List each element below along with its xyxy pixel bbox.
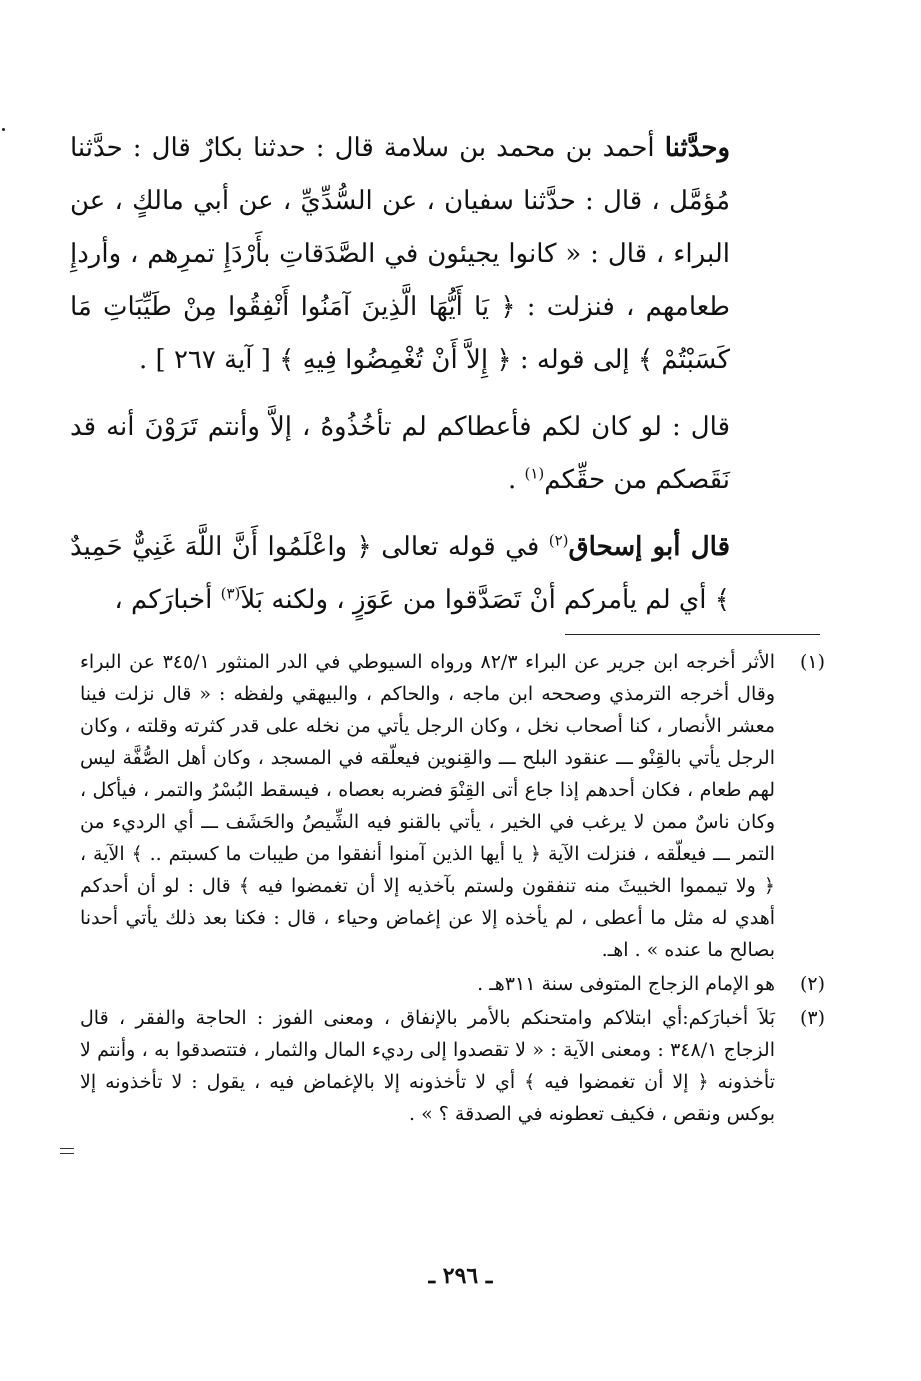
paragraph-3-text: في قوله تعالى ﴿ واعْلَمُوا أَنَّ اللَّهَ غَنِيٌّ حَمِيدٌ ﴾ أي لم يأمركم أنْ تَصَدَّقوا من عَوَزٍ ، ولكنه بَلاَ [70, 532, 730, 615]
paragraph-3-tail: أخبارَكم ، [114, 585, 221, 615]
page-number: ـ ٢٩٦ ـ [428, 1263, 493, 1289]
footnote-number: (١) [799, 651, 825, 673]
double-line-mark [60, 1148, 74, 1154]
paragraph-1-text: أحمد بن محمد بن سلامة قال : حدثنا بكارٌ قال : حدَّثنا مُؤمَّل ، قال : حدَّثنا سفيان ، عن السُّدِّيِّ ، عن أبي مالكٍ ، عن البراء ، قال : « كانوا يجيئون في الصَّدَقاتِ بأَرْدَإِ تمرِهم ، وأردإِ طعامهم ، فنزلت : ﴿ يَا أَيُّهَا الَّذِينَ آمَنُوا أَنْفِقُوا مِنْ طَيِّبَاتِ مَا كَسَبْتُمْ ﴾ إلى قوله : ﴿ إِلاَّ أَنْ تُغْمِضُوا فِيهِ ﴾ [ آية ٢٦٧ ] . [70, 133, 730, 375]
paragraph-2-text: قال : لو كان لكم فأعطاكم لم تأخُذُوهُ ، إلاَّ وأنتم تَرَوْنَ أنه قد نَقَصكم من حقِّكم [70, 412, 730, 495]
footnote-number: (٢) [799, 973, 825, 995]
footnote-1 [80, 646, 825, 966]
footnote-3 [80, 1002, 825, 1130]
paragraph-1 [70, 122, 730, 387]
footnote-ref-3[interactable]: (٣) [220, 584, 241, 603]
footnote-ref-1[interactable]: (١) [524, 464, 545, 483]
margin-mark [2, 128, 5, 131]
paragraph-3-lead: قال أبو إسحاق [568, 532, 730, 562]
paragraph-2 [70, 401, 730, 507]
footnote-2 [80, 968, 825, 1000]
footnote-text: بَلاَ أخبارَكم:أي ابتلاكم وامتحنكم بالأمر بالإنفاق ، ومعنى الفوز : الحاجة والفقر ، قال الزجاج ٣٤٨/١ : ومعنى الآية : « لا تقصدوا إلى رديء المال والثمار ، فتتصدقوا به ، وأنتم لا تأخذونه ﴿ إلا أن تغمضوا فيه ﴾ أي لا تأخذونه إلا بالإغماض فيه ، يقول : لا تأخذونه إلا بوكس ونقص ، فكيف تعطونه في الصدقة ؟ » . [80, 1007, 775, 1125]
footnotes [80, 646, 825, 1132]
footnote-text: هو الإمام الزجاج المتوفى سنة ٣١١هـ . [477, 973, 775, 995]
main-text [70, 122, 730, 627]
paragraph-1-lead: وحدَّثنا [664, 133, 730, 163]
footnote-text: الأثر أخرجه ابن جرير عن البراء ٨٢/٣ ورواه السيوطي في الدر المنثور ٣٤٥/١ عن البراء وقال أخرجه الترمذي وصححه ابن ماجه ، والحاكم ، والبيهقي ولفظه : « قال نزلت فينا معشر الأنصار ، كنا أصحاب نخل ، وكان الرجل يأتي من نخله على قدر كثرته وقلته ، وكان الرجل يأتي بالقِنْو ـــ عنقود البلح ـــ والقِنوين فيعلّقه في المسجد ، وكان أهل الصُّفَّة ليس لهم طعام ، فكان أحدهم إذا جاع أتى القِنْوَ فضربه بعصاه ، فيسقط البُسْرُ والتمر ، فيأكل ، وكان ناسٌ ممن لا يرغب في الخير ، يأتي بالقنو فيه الشِّيصُ والحَشَف ـــ أي الرديء من التمر ـــ فيعلّقه ، فنزلت الآية ﴿ يا أيها الذين آمنوا أنفقوا من طيبات ما كسبتم .. ﴾ الآية ، ﴿ ولا تيمموا الخبيثَ منه تنفقون ولستم بآخذيه إلا أن تغمضوا فيه ﴾ قال : لو أن أحدكم أهدي له مثل ما أعطى ، لم يأخذه إلا عن إغماض وحياء ، قال : فكنا بعد ذلك يأتي أحدنا بصالح ما عنده » . اهـ. [80, 651, 775, 961]
footnote-separator [565, 634, 820, 635]
paragraph-2-tail: . [507, 465, 525, 495]
paragraph-3 [70, 521, 730, 627]
footnote-ref-2[interactable]: (٢) [548, 531, 569, 550]
footnote-number: (٣) [799, 1007, 825, 1029]
